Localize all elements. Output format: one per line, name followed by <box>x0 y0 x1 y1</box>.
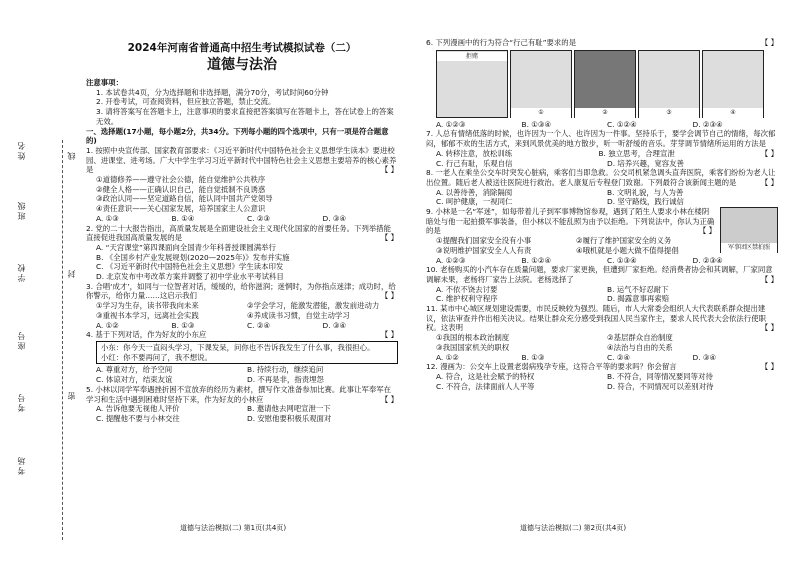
question-stem: 4. 基于下列对话，作为好友的小东应 <box>86 330 207 340</box>
statement-item: ②学会学习，能激发潜能，激发前进动力 <box>247 301 380 311</box>
option-a: A. 告诉他要无视他人评价 <box>96 404 180 414</box>
option-a: A. “天宫课堂”第四课面向全国青少年科普授课圆满举行 <box>96 242 276 252</box>
question-6 <box>426 38 778 129</box>
option-c: C. 体谅对方，结束友谊 <box>96 375 173 385</box>
option-c: C. 提醒他不要与小林交往 <box>96 413 180 423</box>
notes-heading: 注意事项： <box>86 78 123 87</box>
dialog-line: 小红：你不要再问了，我不想说。 <box>101 352 212 362</box>
class-label: 班级 <box>17 200 26 220</box>
answer-bracket: 【 】 <box>760 177 778 187</box>
question-stem: 7. 人总有情绪低落的时候，也许因为一个人、也许因为一件事。坚持乐于，要学会调节自己的情绪，每次郁闷，郁郁不欢的生活方式，来到风景优美的地方散步，听一听舒缓的音乐。芽芽调节情绪所运用的方法是 <box>426 129 776 149</box>
question-3 <box>86 282 398 331</box>
exam-title: 2024年河南省普通高中招生考试模拟试卷（二） <box>127 42 357 54</box>
statement-item: ③我国国家机关的职权 <box>436 342 510 352</box>
question-stem: 10. 老杨购买的小汽车存在质量问题，要求厂家更换，但遭到厂家拒绝。经消费者协会和其调解，厂家同意调解未果，老杨将厂家告上法院。老杨选择了 <box>426 265 773 284</box>
option-a: A. ①② <box>96 320 119 330</box>
statement-item: ③政治认同——坚定道路自信，能认同中国共产党领导 <box>96 194 273 204</box>
option-a: A. 尊重对方，给予空间 <box>96 365 173 375</box>
dialog-box <box>96 341 398 364</box>
option-a: A. ①② <box>436 352 459 362</box>
option-d: D. 坚守路线，践行诚信 <box>607 197 684 207</box>
answer-bracket: 【 】 <box>380 165 398 175</box>
question-5 <box>86 385 398 424</box>
answer-bracket: 【 】 <box>760 323 778 333</box>
option-d: D. 安慰他要积极乐观面对 <box>247 413 332 423</box>
option-a: A. 以善待善，消除隔阂 <box>436 187 513 197</box>
statement-item: ④法治与自由的关系 <box>607 342 673 352</box>
answer-bracket: 【 】 <box>380 330 398 340</box>
answer-bracket: 【 】 <box>380 291 398 301</box>
option-d: D. ②③④ <box>692 255 723 265</box>
left-page <box>86 0 398 424</box>
option-b: B. ①③④ <box>521 119 552 129</box>
statement-item: ①我国的根本政治制度 <box>436 333 510 343</box>
military-zone-sign-image <box>720 207 778 253</box>
statement-item: ②健全人格——正确认识自己，能自觉抵制不良诱惑 <box>96 184 266 194</box>
section-heading: 一、选择题(17小题，每小题2分，共34分。下列每小题的四个选项中，只有一项是符合题意的) <box>86 126 389 146</box>
subject-title: 道德与法治 <box>207 57 277 73</box>
option-d: D. ③④ <box>322 213 347 223</box>
option-d: D. 揭露意事再索赔 <box>607 294 670 304</box>
note-item: 3. 请将答案写在答题卡上，注意事项的要求直接把答案填写在答题卡上，答在试卷上的答案无效。 <box>96 107 394 126</box>
binding-gutter <box>0 0 82 561</box>
option-d: D. 不再是非，指责埋怨 <box>247 375 324 385</box>
answer-options <box>426 256 778 266</box>
statement-item: ④责任意识——关心国家发展，培养国家主人公意识 <box>96 204 266 214</box>
statement-item: ②履行了维护国家安全的义务 <box>576 236 672 246</box>
cartoon-strip <box>436 50 778 118</box>
cartoon-panel <box>574 50 636 118</box>
seat-label: 座号 <box>17 330 26 350</box>
panel-label: ④ <box>703 108 763 118</box>
option-b: B. ①③ <box>171 320 195 330</box>
panel-label: ③ <box>639 108 699 118</box>
question-4 <box>86 330 398 385</box>
cut-line <box>62 140 63 540</box>
option-c: C. ②④ <box>247 320 271 330</box>
option-a: A. 符合，这是社会赋予的特权 <box>436 371 535 381</box>
question-11 <box>426 304 778 362</box>
option-c: C. 维护权利守程序 <box>436 294 498 304</box>
question-stem: 11. 某市中心城区规划建设需要，市民反映较为强烈。随后，市人大常委会组织人大代表联系群众提出建议，依法审查并作出相关决议。结果让群众充分感受到我国人民当家作主，要求人民代表大会依法行使职权。这表明 <box>426 304 766 333</box>
statement-item: ③说明维护国家安全人人有责 <box>436 245 532 255</box>
option-a: A. ①②③ <box>436 119 466 129</box>
option-b: B. 不符合，同等情况要同等对待 <box>607 371 713 381</box>
question-8 <box>426 168 778 207</box>
name-label: 姓名 <box>17 140 26 160</box>
statement-item: ②基层群众自治制度 <box>607 333 673 343</box>
option-c: C. ②④ <box>607 352 631 362</box>
option-c: C. ①③④ <box>607 255 637 265</box>
answer-options <box>426 353 778 363</box>
option-d: D. 符合，不同情况可以差别对待 <box>607 381 714 391</box>
answer-bracket: 【 】 <box>380 394 398 404</box>
option-d: D. 培养兴趣，宽容友善 <box>607 158 684 168</box>
statement-item: ④养成读书习惯，自觉主动学习 <box>247 310 350 320</box>
note-item: 2. 开卷考试，可查阅资料，但应独立答题，禁止交流。 <box>96 97 276 107</box>
option-c: C. 行己有耻，乐观自信 <box>436 158 513 168</box>
panel-label: 拒赌 <box>437 52 507 62</box>
question-stem: 3. 合唱‘成才’，如同与一位智者对话，缓缓的，给你滋润；迷惘时，为你指点迷津；成功时，给你警示，给你力量……这启示我们 <box>86 281 396 301</box>
question-stem: 2. 党的二十大报告指出，高质量发展是全面建设社会主义现代化国家的首要任务。下列举措能直接促进我国高质量发展的是 <box>86 223 392 243</box>
question-2 <box>86 224 398 282</box>
cut-line-mark-seal: 封 <box>67 268 76 278</box>
image-caption: 军事团区禁拍照 <box>721 243 777 253</box>
note-item: 1. 本试卷共4页，分为选择题和非选择题，满分70分，考试时间60分钟 <box>96 87 329 97</box>
panel-label: ② <box>575 108 635 118</box>
option-b: B. 《全国乡村产业发展规划(2020—2025年)》发布并实施 <box>96 252 290 262</box>
question-7 <box>426 129 778 168</box>
option-a: A. ①②③ <box>436 255 466 265</box>
answer-bracket: 【 】 <box>698 226 716 236</box>
statement-item: ①提醒我们国家安全没有小事 <box>436 236 532 246</box>
option-c: C. ①②④ <box>607 119 637 129</box>
answer-options <box>426 120 778 130</box>
right-page <box>426 38 778 391</box>
cartoon-panel <box>638 50 700 118</box>
cartoon-panel <box>702 50 764 118</box>
page-footer-left: 道德与法治模拟(二) 第1页(共4页) <box>180 524 287 532</box>
question-12 <box>426 362 778 391</box>
cut-line-mark-secret: 密 <box>67 390 76 400</box>
cartoon-panel <box>510 50 572 118</box>
answer-bracket: 【 】 <box>760 148 778 158</box>
dialog-line: 小东：你今天一直闷头学习，下课发呆，问你也不告诉我发生了什么事，我很担心。 <box>101 342 375 352</box>
question-9 <box>426 207 778 265</box>
question-stem: 6. 下列漫画中的行为符合“行己有耻”要求的是 <box>426 38 577 47</box>
option-b: B. 运气不好忍耐下 <box>607 284 669 294</box>
option-b: B. 邀请他去网吧宣泄一下 <box>247 404 331 414</box>
answer-options <box>86 214 398 224</box>
option-b: B. ①④ <box>171 213 195 223</box>
option-a: A. 不依不饶去讨要 <box>436 284 498 294</box>
option-a: A. 转移注意，放松训练 <box>436 148 513 158</box>
statement-item: ④哦机就是小题大做不值得提倡 <box>576 245 679 255</box>
question-stem: 8. 一老人在乘坐公交车时突发心脏病，乘客们当即急救。公交司机紧急调头直奔医院，乘客们纷纷为老人让出位置。随后老人被送往医院进行救治。老人康复后专程登门致谢。下列最符合该新闻主题的是 <box>426 168 776 187</box>
question-10 <box>426 265 778 304</box>
cartoon-panel <box>436 50 508 118</box>
panel-label: ① <box>511 108 571 118</box>
answer-bracket: 【 】 <box>380 233 398 243</box>
option-b: B. 独立思考，合理宣泄 <box>598 148 675 158</box>
option-d: D. ③④ <box>322 320 347 330</box>
question-stem: 9. 小林是一名“军迷”，如每带着儿子到军事博物馆参观，遇到了陌生人要求小林在楼阴暗处与他一起拍摄军事装备，但小林以不能乱照为由予以拒绝。下列说法中，你认为正确的是 <box>426 207 715 236</box>
option-c: C. 呵护健康，一视同仁 <box>436 197 513 207</box>
answer-bracket: 【 】 <box>760 38 778 47</box>
option-d: D. ③④ <box>692 352 717 362</box>
answer-bracket: 【 】 <box>760 274 778 284</box>
option-b: B. 文明礼貌，与人为善 <box>607 187 684 197</box>
answer-bracket: 【 】 <box>760 362 778 372</box>
statement-item: ①道德修养——遵守社会公德，能自觉维护公共秩序 <box>96 175 266 185</box>
answer-options <box>86 321 398 331</box>
option-c: C. ②③ <box>247 213 271 223</box>
option-b: B. ①②④ <box>521 255 552 265</box>
exam-room-label: 考场 <box>17 455 26 475</box>
page-footer-right: 道德与法治模拟(二) 第2页(共4页) <box>520 524 627 532</box>
statement-item: ①学习为生存，读书带我向未来 <box>96 301 199 311</box>
option-c: C. 《习近平新时代中国特色社会主义思想》学生读本印发 <box>96 262 284 272</box>
school-label: 学校 <box>17 262 26 282</box>
question-stem: 12. 漫画为：公交车上设置老弱病残孕专座，这符合平等的要求吗？你会留言 <box>426 362 677 372</box>
cut-line-mark-line: 线 <box>67 150 76 160</box>
question-stem: 5. 小林以同学军奉遇挫折困不宣放弃的经历为素材，撰写作文准备参加比赛。此事让军奉军在学习和生活中遇到困难时坚持下来，作为好友的小林应 <box>86 384 392 404</box>
question-1 <box>86 146 398 224</box>
option-d: D. 北京发布中考改革方案并调整了初中学业水平考试科目 <box>96 272 284 282</box>
option-c: C. 不符合，法律面前人人平等 <box>436 381 535 391</box>
question-stem: 1. 按照中央宣传部、国家教育部要求：《习近平新时代中国特色社会主义思想学生读本》要进校园、进课堂、进考场。广大中学生学习习近平新时代中国特色社会主义思想主要培养的核心素养是 <box>86 145 397 175</box>
option-b: B. 持续行动，继续追问 <box>247 365 324 375</box>
option-b: B. ①③ <box>521 352 545 362</box>
option-a: A. ①③ <box>96 213 119 223</box>
exam-number-label: 考号 <box>17 392 26 412</box>
option-d: D. ②③④ <box>692 119 723 129</box>
statement-item: ③重视书本学习，远离社会实践 <box>96 310 199 320</box>
